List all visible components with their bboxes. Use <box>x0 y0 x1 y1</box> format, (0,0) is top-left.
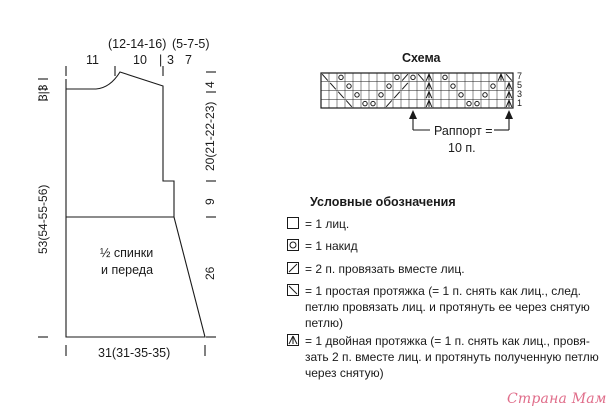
repeat-label-line1: Раппорт = <box>434 124 493 138</box>
row-number-5: 5 <box>517 80 523 90</box>
row-number-1: 1 <box>517 98 523 108</box>
right-dim-26: 26 <box>203 266 217 280</box>
right-dim-top: 4 <box>203 81 217 88</box>
top-dim-middle-bottom: 10 <box>133 53 147 67</box>
watermark: Страна Мам <box>507 391 607 407</box>
slash-left-icon <box>287 284 299 296</box>
legend-title: Условные обозначения <box>310 195 456 209</box>
right-dim-9: 9 <box>203 198 217 205</box>
square-icon <box>287 217 299 229</box>
scheme-title: Схема <box>402 51 441 65</box>
bottom-dim-width: 31(31-35-35) <box>98 346 171 360</box>
left-dim-total: 53(54-55-56) <box>36 184 50 254</box>
row-number-7: 7 <box>517 71 523 81</box>
left-dim-small: 3|3 <box>36 84 50 101</box>
circle-icon <box>287 239 299 251</box>
top-dim-middle-top: (12-14-16) <box>108 37 167 51</box>
slash-right-icon <box>287 262 299 274</box>
top-dim-right-bottom: 7 <box>185 53 192 67</box>
top-dim-left: 11 <box>86 53 99 67</box>
row-number-3: 3 <box>517 89 523 99</box>
piece-label-line2: и переда <box>101 263 154 277</box>
top-dim-sep: | <box>159 53 163 67</box>
top-dim-right-top: (5-7-5) <box>172 37 210 51</box>
double-decrease-icon <box>287 334 299 346</box>
right-dim-mid: 20(21-22-23) <box>203 101 217 171</box>
top-dim-sep-value: 3 <box>167 53 174 67</box>
piece-label-line1: ½ спинки <box>100 246 154 260</box>
repeat-label-line2: 10 п. <box>448 141 476 155</box>
